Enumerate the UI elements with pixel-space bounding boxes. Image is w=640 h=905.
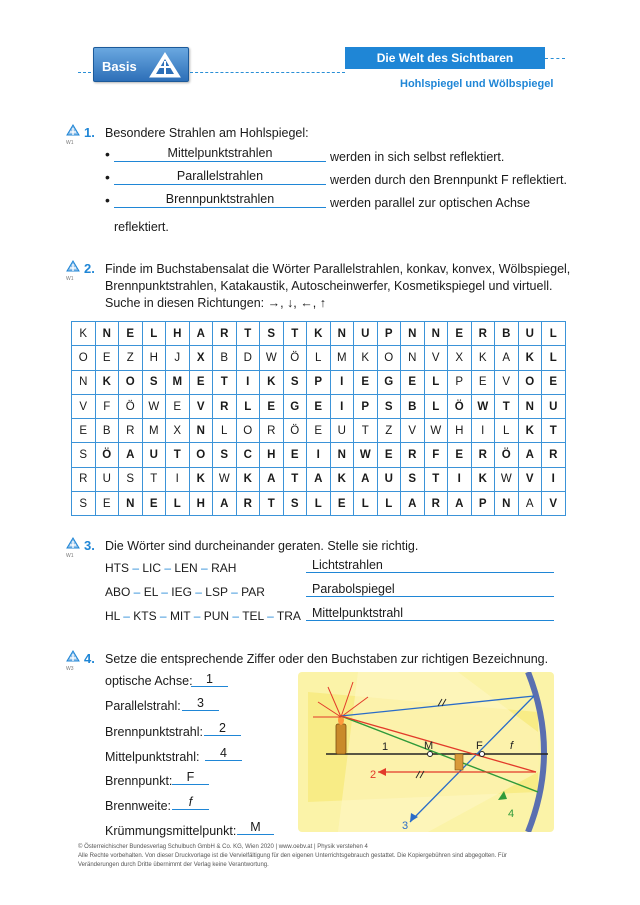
grid-cell[interactable]: P xyxy=(471,492,495,516)
grid-cell[interactable]: R xyxy=(72,467,96,491)
grid-cell[interactable]: A xyxy=(189,322,213,346)
grid-cell[interactable]: I xyxy=(471,419,495,443)
grid-cell[interactable]: I xyxy=(236,370,260,394)
grid-cell[interactable]: L xyxy=(495,419,519,443)
point-f xyxy=(480,752,485,757)
concave-mirror-diagram xyxy=(298,672,554,832)
grid-cell[interactable]: L xyxy=(142,322,166,346)
answer-field[interactable]: Mittelpunktstrahlen xyxy=(114,146,326,162)
grid-cell[interactable]: R xyxy=(471,443,495,467)
grid-cell[interactable]: N xyxy=(401,322,425,346)
syllable: HTS xyxy=(105,561,129,575)
grid-cell[interactable]: L xyxy=(424,394,448,418)
logo-text: Basis xyxy=(102,59,137,74)
grid-cell[interactable]: P xyxy=(354,394,378,418)
grid-cell[interactable]: V xyxy=(495,370,519,394)
answer-field[interactable]: 3 xyxy=(182,697,219,711)
grid-cell[interactable]: K xyxy=(236,467,260,491)
grid-cell[interactable]: L xyxy=(424,370,448,394)
word-search-grid xyxy=(71,321,566,516)
task-3-heading: Die Wörter sind durcheinander geraten. Stelle sie richtig. xyxy=(105,539,419,553)
term-label: Krümmungsmittelpunkt: xyxy=(105,824,237,838)
answer-field[interactable]: M xyxy=(237,821,274,835)
grid-cell[interactable]: I xyxy=(330,394,354,418)
separator-dash: – xyxy=(161,561,175,575)
grid-cell[interactable]: T xyxy=(142,467,166,491)
grid-cell[interactable]: L xyxy=(307,492,331,516)
grid-cell[interactable]: T xyxy=(283,322,307,346)
grid-cell[interactable]: T xyxy=(213,370,237,394)
grid-cell[interactable]: P xyxy=(448,370,472,394)
grid-cell[interactable]: P xyxy=(307,370,331,394)
grid-cell[interactable]: F xyxy=(424,443,448,467)
grid-cell[interactable]: E xyxy=(542,370,566,394)
grid-cell[interactable]: J xyxy=(166,346,190,370)
syllable: MIT xyxy=(169,609,191,623)
grid-cell[interactable]: S xyxy=(283,370,307,394)
bullet: • xyxy=(105,169,110,185)
grid-cell[interactable]: W xyxy=(495,467,519,491)
separator-dash: – xyxy=(119,609,134,623)
answer-field[interactable]: 1 xyxy=(191,673,228,687)
grid-cell[interactable]: H xyxy=(166,322,190,346)
grid-cell[interactable]: E xyxy=(354,370,378,394)
term-label: Brennpunkt: xyxy=(105,774,173,788)
grid-row xyxy=(72,443,566,467)
grid-cell[interactable]: U xyxy=(95,467,119,491)
grid-cell[interactable]: H xyxy=(260,443,284,467)
grid-cell[interactable]: R xyxy=(236,492,260,516)
separator-dash: – xyxy=(156,609,170,623)
grid-cell[interactable]: T xyxy=(236,322,260,346)
grid-cell[interactable]: C xyxy=(236,443,260,467)
syllable: KTS xyxy=(133,609,157,623)
separator-dash: – xyxy=(130,585,144,599)
grid-row xyxy=(72,346,566,370)
grid-cell[interactable]: S xyxy=(283,492,307,516)
grid-cell[interactable]: L xyxy=(236,394,260,418)
grid-cell[interactable]: Ö xyxy=(283,346,307,370)
grid-cell[interactable]: E xyxy=(142,492,166,516)
statement-text: werden in sich selbst reflektiert. xyxy=(330,150,505,164)
syllable: LEN xyxy=(174,561,198,575)
grid-cell[interactable]: O xyxy=(377,346,401,370)
grid-cell[interactable]: Ö xyxy=(495,443,519,467)
grid-cell[interactable]: H xyxy=(142,346,166,370)
answer-field[interactable]: Mittelpunktstrahl xyxy=(306,606,554,621)
grid-cell[interactable]: U xyxy=(354,322,378,346)
grid-row xyxy=(72,467,566,491)
separator-dash: – xyxy=(129,561,143,575)
grid-cell[interactable]: T xyxy=(424,467,448,491)
grid-cell[interactable]: D xyxy=(236,346,260,370)
grid-cell[interactable]: E xyxy=(119,322,143,346)
grid-cell[interactable]: K xyxy=(471,346,495,370)
task-1-number: 1. xyxy=(84,125,95,140)
grid-cell[interactable]: X xyxy=(166,419,190,443)
task-marker-icon xyxy=(66,260,82,272)
competence-label: W3 xyxy=(66,666,74,672)
bullet: • xyxy=(105,192,110,208)
grid-cell[interactable]: K xyxy=(518,346,542,370)
grid-row xyxy=(72,322,566,346)
grid-cell[interactable]: K xyxy=(354,346,378,370)
grid-cell[interactable]: B xyxy=(213,346,237,370)
grid-cell[interactable]: S xyxy=(213,443,237,467)
competence-label: W1 xyxy=(66,553,74,559)
syllable: ABO xyxy=(105,585,131,599)
grid-cell[interactable]: E xyxy=(166,394,190,418)
worksheet-title: Die Welt des Sichtbaren xyxy=(345,47,545,69)
axis-label: 1 xyxy=(382,741,389,753)
grid-cell[interactable]: L xyxy=(542,346,566,370)
grid-cell[interactable]: H xyxy=(448,419,472,443)
grid-cell[interactable]: E xyxy=(72,419,96,443)
scrambled-word xyxy=(105,609,301,623)
answer-field[interactable]: f xyxy=(172,796,209,810)
grid-cell[interactable]: V xyxy=(189,394,213,418)
task-2-number: 2. xyxy=(84,261,95,276)
grid-cell[interactable]: V xyxy=(72,394,96,418)
grid-cell[interactable]: Z xyxy=(119,346,143,370)
grid-cell[interactable]: K xyxy=(330,467,354,491)
grid-cell[interactable]: T xyxy=(260,492,284,516)
grid-cell[interactable]: W xyxy=(354,443,378,467)
grid-row xyxy=(72,492,566,516)
grid-cell[interactable]: E xyxy=(401,370,425,394)
grid-cell[interactable]: Ö xyxy=(119,394,143,418)
grid-cell[interactable]: U xyxy=(542,394,566,418)
grid-cell[interactable]: O xyxy=(189,443,213,467)
grid-cell[interactable]: W xyxy=(471,394,495,418)
grid-cell[interactable]: I xyxy=(307,443,331,467)
grid-cell[interactable]: R xyxy=(119,419,143,443)
separator-dash: – xyxy=(197,561,212,575)
grid-cell[interactable]: E xyxy=(307,394,331,418)
task-2-line: Brennpunktstrahlen, Katakaustik, Autoscheinwerfer, Kosmetikspiegel und virtuell. xyxy=(105,279,553,293)
grid-cell[interactable]: N xyxy=(95,322,119,346)
grid-cell[interactable]: E xyxy=(330,492,354,516)
grid-cell[interactable]: V xyxy=(424,346,448,370)
grid-cell[interactable]: O xyxy=(236,419,260,443)
grid-cell[interactable]: Ö xyxy=(448,394,472,418)
separator-dash: – xyxy=(229,609,243,623)
grid-cell[interactable]: U xyxy=(142,443,166,467)
grid-cell[interactable]: K xyxy=(95,370,119,394)
grid-cell[interactable]: L xyxy=(354,492,378,516)
grid-cell[interactable]: N xyxy=(401,346,425,370)
scrambled-word xyxy=(105,561,236,575)
grid-cell[interactable]: S xyxy=(260,322,284,346)
grid-cell[interactable]: R xyxy=(213,394,237,418)
grid-cell[interactable]: A xyxy=(213,492,237,516)
grid-row xyxy=(72,370,566,394)
grid-row xyxy=(72,394,566,418)
grid-cell[interactable]: R xyxy=(471,322,495,346)
grid-cell[interactable]: E xyxy=(471,370,495,394)
term-label: Mittelpunktstrahl: xyxy=(105,750,200,764)
grid-cell[interactable]: A xyxy=(448,492,472,516)
syllable: LIC xyxy=(142,561,162,575)
grid-cell[interactable]: L xyxy=(542,322,566,346)
task-3-number: 3. xyxy=(84,538,95,553)
syllable: PAR xyxy=(241,585,265,599)
grid-cell[interactable]: G xyxy=(377,370,401,394)
grid-cell[interactable]: E xyxy=(307,419,331,443)
grid-cell[interactable]: V xyxy=(518,467,542,491)
header-dash-right xyxy=(545,58,565,59)
bullet: • xyxy=(105,146,110,162)
footer-line: Veränderungen durch Dritte übernimmt der Verlag keine Verantwortung. xyxy=(78,862,269,868)
grid-cell[interactable]: A xyxy=(518,443,542,467)
point-m xyxy=(428,752,433,757)
grid-cell[interactable]: T xyxy=(542,419,566,443)
grid-cell[interactable]: Ö xyxy=(283,419,307,443)
separator-dash: – xyxy=(263,609,277,623)
syllable: PUN xyxy=(203,609,230,623)
grid-cell[interactable]: L xyxy=(166,492,190,516)
grid-cell[interactable]: N xyxy=(189,419,213,443)
term-label: Brennpunktstrahl: xyxy=(105,725,203,739)
task-marker-icon xyxy=(66,537,82,549)
point-f-label: F xyxy=(476,740,483,752)
grid-cell[interactable]: A xyxy=(119,443,143,467)
task-marker-icon xyxy=(66,650,82,662)
grid-cell[interactable]: K xyxy=(189,467,213,491)
header-dash-mid xyxy=(190,72,345,73)
grid-cell[interactable]: W xyxy=(142,394,166,418)
grid-cell[interactable]: X xyxy=(189,346,213,370)
grid-cell[interactable]: P xyxy=(377,322,401,346)
grid-cell[interactable]: I xyxy=(448,467,472,491)
task-4-heading: Setze die entsprechende Ziffer oder den Buchstaben zur richtigen Bezeichnung. xyxy=(105,652,549,666)
grid-cell[interactable]: X xyxy=(448,346,472,370)
grid-cell[interactable]: S xyxy=(142,370,166,394)
basis-logo xyxy=(93,47,189,82)
grid-cell[interactable]: S xyxy=(72,492,96,516)
grid-cell[interactable]: T xyxy=(166,443,190,467)
grid-cell[interactable]: E xyxy=(283,443,307,467)
syllable: HL xyxy=(105,609,120,623)
separator-dash: – xyxy=(227,585,242,599)
grid-cell[interactable]: N xyxy=(330,322,354,346)
grid-cell[interactable]: W xyxy=(424,419,448,443)
grid-cell[interactable]: R xyxy=(260,419,284,443)
grid-cell[interactable]: A xyxy=(495,346,519,370)
grid-cell[interactable]: K xyxy=(260,370,284,394)
grid-cell[interactable]: B xyxy=(401,394,425,418)
term-label: Parallelstrahl: xyxy=(105,699,181,713)
grid-cell[interactable]: W xyxy=(260,346,284,370)
task-2-line: Finde im Buchstabensalat die Wörter Parallelstrahlen, konkav, konvex, Wölbspiegel, xyxy=(105,262,571,276)
point-m-label: M xyxy=(424,740,434,752)
task-4-number: 4. xyxy=(84,651,95,666)
grid-cell[interactable]: M xyxy=(142,419,166,443)
answer-field[interactable]: Brennpunktstrahlen xyxy=(114,192,326,208)
grid-cell[interactable]: E xyxy=(260,394,284,418)
grid-cell[interactable]: Ö xyxy=(95,443,119,467)
syllable: TRA xyxy=(276,609,301,623)
grid-cell[interactable]: O xyxy=(72,346,96,370)
task-marker-icon xyxy=(66,124,82,136)
grid-cell[interactable]: O xyxy=(518,370,542,394)
grid-cell[interactable]: A xyxy=(354,467,378,491)
grid-cell[interactable]: K xyxy=(72,322,96,346)
task-1-heading: Besondere Strahlen am Hohlspiegel: xyxy=(105,126,309,140)
grid-cell[interactable]: I xyxy=(330,370,354,394)
grid-cell[interactable]: U xyxy=(330,419,354,443)
grid-cell[interactable]: E xyxy=(95,346,119,370)
grid-cell[interactable]: V xyxy=(401,419,425,443)
grid-cell[interactable]: E xyxy=(377,443,401,467)
grid-cell[interactable]: S xyxy=(119,467,143,491)
syllable: EL xyxy=(143,585,158,599)
grid-cell[interactable]: E xyxy=(189,370,213,394)
grid-cell[interactable]: K xyxy=(307,322,331,346)
grid-cell[interactable]: W xyxy=(213,467,237,491)
syllable: RAH xyxy=(211,561,237,575)
grid-cell[interactable]: N xyxy=(330,443,354,467)
grid-cell[interactable]: A xyxy=(260,467,284,491)
separator-dash: – xyxy=(190,609,204,623)
footer-line: © Österreichischer Bundesverlag Schulbuch GmbH & Co. KG, Wien 2020 | www.oebv.at | Physik verstehen 4 xyxy=(78,844,368,850)
grid-cell[interactable]: N xyxy=(495,492,519,516)
grid-cell[interactable]: F xyxy=(95,394,119,418)
statement-continuation: reflektiert. xyxy=(114,220,169,234)
answer-field[interactable]: Parallelstrahlen xyxy=(114,169,326,185)
grid-cell[interactable]: E xyxy=(95,492,119,516)
grid-cell[interactable]: N xyxy=(72,370,96,394)
grid-cell[interactable]: U xyxy=(377,467,401,491)
answer-field[interactable]: 2 xyxy=(204,722,241,736)
grid-cell[interactable]: O xyxy=(119,370,143,394)
statement-text: werden parallel zur optischen Achse xyxy=(330,196,531,210)
grid-cell[interactable]: T xyxy=(283,467,307,491)
grid-cell[interactable]: A xyxy=(401,492,425,516)
separator-dash: – xyxy=(157,585,172,599)
grid-cell[interactable]: M xyxy=(330,346,354,370)
scrambled-word xyxy=(105,585,265,599)
grid-cell[interactable]: H xyxy=(189,492,213,516)
grid-row xyxy=(72,419,566,443)
grid-cell[interactable]: T xyxy=(495,394,519,418)
grid-cell[interactable]: K xyxy=(471,467,495,491)
competence-label: W1 xyxy=(66,276,74,282)
answer-field[interactable]: Lichtstrahlen xyxy=(306,558,554,573)
grid-cell[interactable]: R xyxy=(213,322,237,346)
grid-cell[interactable]: N xyxy=(119,492,143,516)
grid-cell[interactable]: V xyxy=(542,492,566,516)
ray-4-label: 4 xyxy=(508,808,515,820)
grid-cell[interactable]: L xyxy=(213,419,237,443)
grid-cell[interactable]: M xyxy=(166,370,190,394)
term-label: Brennweite: xyxy=(105,799,172,813)
grid-cell[interactable]: I xyxy=(166,467,190,491)
footer-line: Alle Rechte vorbehalten. Von dieser Druckvorlage ist die Vervielfältigung für den eigenen Unterrichtsgebrauch gestattet. Die Kopiergebühren sind abgegolten. Für xyxy=(78,853,507,859)
syllable: TEL xyxy=(242,609,264,623)
separator-dash: – xyxy=(191,585,206,599)
task-2-line: Suche in diesen Richtungen: →, ↓, ←, ↑ xyxy=(105,296,326,310)
syllable: LSP xyxy=(205,585,228,599)
syllable: IEG xyxy=(171,585,192,599)
image-candle xyxy=(455,754,463,770)
grid-cell[interactable]: I xyxy=(542,467,566,491)
grid-cell[interactable]: R xyxy=(424,492,448,516)
statement-text: werden durch den Brennpunkt F reflektiert. xyxy=(330,173,567,187)
grid-cell[interactable]: R xyxy=(542,443,566,467)
focal-length-label: f xyxy=(510,740,514,752)
worksheet-subtitle: Hohlspiegel und Wölbspiegel xyxy=(400,78,554,90)
grid-cell[interactable]: R xyxy=(401,443,425,467)
grid-cell[interactable]: L xyxy=(307,346,331,370)
term-label: optische Achse: xyxy=(105,674,193,688)
answer-field[interactable]: Parabolspiegel xyxy=(306,582,554,597)
ray-3-label: 3 xyxy=(402,820,409,832)
grid-cell[interactable]: G xyxy=(283,394,307,418)
grid-cell[interactable]: A xyxy=(307,467,331,491)
triangle-logo-icon xyxy=(148,51,182,79)
grid-cell[interactable]: A xyxy=(518,492,542,516)
grid-cell[interactable]: L xyxy=(377,492,401,516)
grid-cell[interactable]: K xyxy=(518,419,542,443)
grid-cell[interactable]: U xyxy=(518,322,542,346)
grid-cell[interactable]: S xyxy=(401,467,425,491)
grid-cell[interactable]: T xyxy=(354,419,378,443)
grid-cell[interactable]: S xyxy=(72,443,96,467)
grid-cell[interactable]: N xyxy=(424,322,448,346)
grid-cell[interactable]: N xyxy=(518,394,542,418)
grid-cell[interactable]: Z xyxy=(377,419,401,443)
grid-cell[interactable]: B xyxy=(95,419,119,443)
grid-cell[interactable]: E xyxy=(448,443,472,467)
answer-field[interactable]: F xyxy=(172,771,209,785)
answer-field[interactable]: 4 xyxy=(205,747,242,761)
grid-cell[interactable]: E xyxy=(448,322,472,346)
competence-label: W1 xyxy=(66,140,74,146)
grid-cell[interactable]: B xyxy=(495,322,519,346)
ray-2-label: 2 xyxy=(370,769,377,781)
grid-cell[interactable]: S xyxy=(377,394,401,418)
